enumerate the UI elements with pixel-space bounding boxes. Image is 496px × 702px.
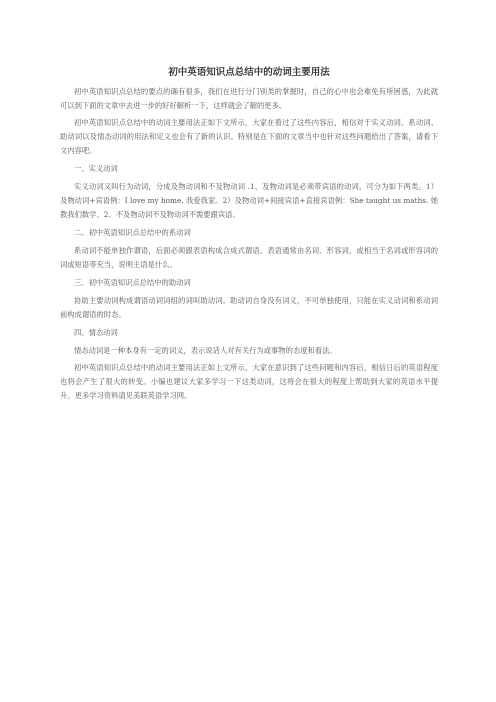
section-heading-4: 四、情态动词 [74,328,118,337]
intro-paragraph-2: 初中英语知识点总结中的动词主要用法正如下文所示，大家在看过了这些内容后，相信对于实义动词、系动词、助动词以及情态动词的用法和定义也会有了新的认识。特别是在下面的文章当中也针对这些问题给出了答案，请看下文内容吧。 [60,118,438,155]
section-heading-1: 一、实义动词 [74,164,118,173]
section-body-4: 情态动词是一种本身有一定的词义，表示说话人对有关行为或事物的态度和看法。 [74,346,337,355]
section-body-3: 协助主要动词构成谓语动词词组的词叫助动词。助动词自身没有词义，不可单独使用，只能在实义动词和系动词前构成谓语的时态。 [60,296,438,319]
conclusion-paragraph: 初中英语知识点总结中的动词主要用法正如上文所示，大家在意识到了这些问题和内容后，相信日后的英语程度也将会产生了很大的转变。小编也建议大家多学习一下这类动词，这将会在很大的程度上帮助到大家的英语水平提升。更多学习资料请见美联英语学习网。 [60,363,438,400]
section-body-2: 系动词不能单独作谓语，后面必须跟表语构成合成式谓语。表语通常由名词、形容词，或相当于名词或形容词的词或短语等充当，说明主语是什么。 [60,246,438,269]
section-heading-2: 二、初中英语知识点总结中的系动词 [74,228,191,237]
intro-paragraph-1: 初中英语知识点总结的要点的确有很多，我们在进行分门别类的掌握时，自己的心中也会难免有所困惑，为此就可以到下面的文章中去进一步的好好解析一下，这样就会了解的更多。 [60,87,438,110]
section-heading-3: 三、初中英语知识点总结中的助动词 [74,278,191,287]
document-title: 初中英语知识点总结中的动词主要用法 [168,67,330,78]
section-body-1: 实义动词又叫行为动词，分成及物动词和不及物动词 .1、及物动词是必须带宾语的动词，可分为如下两类。1）及物动词+宾语例：I love my home. 我爱我家。2）及物动词+间接宾语+直接宾语例：She taught us maths. 她教我们数学。2、不及物动词不及物动词不需要跟宾语。 [60,182,438,219]
document-page [60,66,438,406]
